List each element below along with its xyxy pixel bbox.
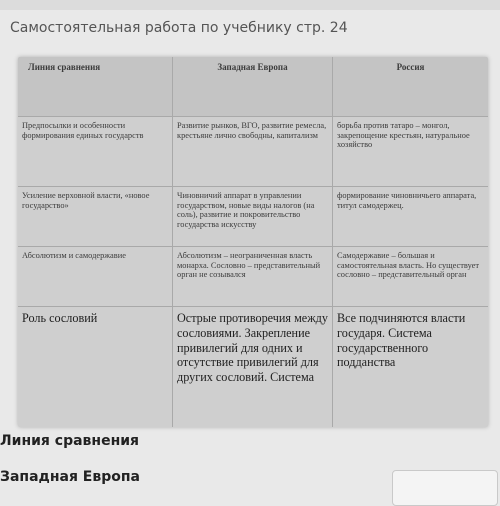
answer-input[interactable] — [392, 470, 498, 506]
column-header-russia: Россия — [333, 57, 488, 117]
table-cell-russia: Самодержавие – большая и самостоятельная власть. Но существует сословно – представительный орган — [333, 247, 488, 307]
table-cell-west: Развитие рынков, ВГО, развитие ремесла, крестьяне лично свободны, капитализм — [173, 117, 333, 187]
table-cell-line: Роль сословий — [18, 307, 173, 427]
table-cell-west: Абсолютизм – неограниченная власть монарха. Сословно – представительный орган не созывался — [173, 247, 333, 307]
table-cell-west: Острые противоречия между сословиями. Закрепление привилегий для одних и отсутствие привилегий для других сословий. Система — [173, 307, 333, 427]
comparison-table — [18, 57, 488, 427]
table-cell-russia: Все подчиняются власти государя. Система государственного подданства — [337, 311, 466, 370]
column-header-west: Западная Европа — [173, 57, 333, 117]
table-cell-line: Усиление верховной власти, «новое государство» — [18, 187, 173, 247]
table-cell-line: Абсолютизм и самодержавие — [18, 247, 173, 307]
field-label-comparison-line: Линия сравнения — [0, 433, 140, 449]
column-header-line: Линия сравнения — [18, 57, 173, 117]
table-cell-russia: формирование чиновничьего аппарата, титул самодержец. — [333, 187, 488, 247]
comparison-table-photo — [18, 57, 488, 427]
field-label-western-europe: Западная Европа — [0, 469, 140, 485]
page-title: Самостоятельная работа по учебнику стр. 24 — [10, 20, 348, 36]
table-cell-west: Чиновничий аппарат в управлении государством, новые виды налогов (на соль), развитие и покровительство государства искусству — [173, 187, 333, 247]
cropped-previous-line — [0, 0, 500, 10]
table-cell-line: Предпосылки и особенности формирования единых государств — [18, 117, 173, 187]
table-cell-russia: борьба против татаро – монгол, закрепощение крестьян, натуральное хозяйство — [333, 117, 488, 187]
